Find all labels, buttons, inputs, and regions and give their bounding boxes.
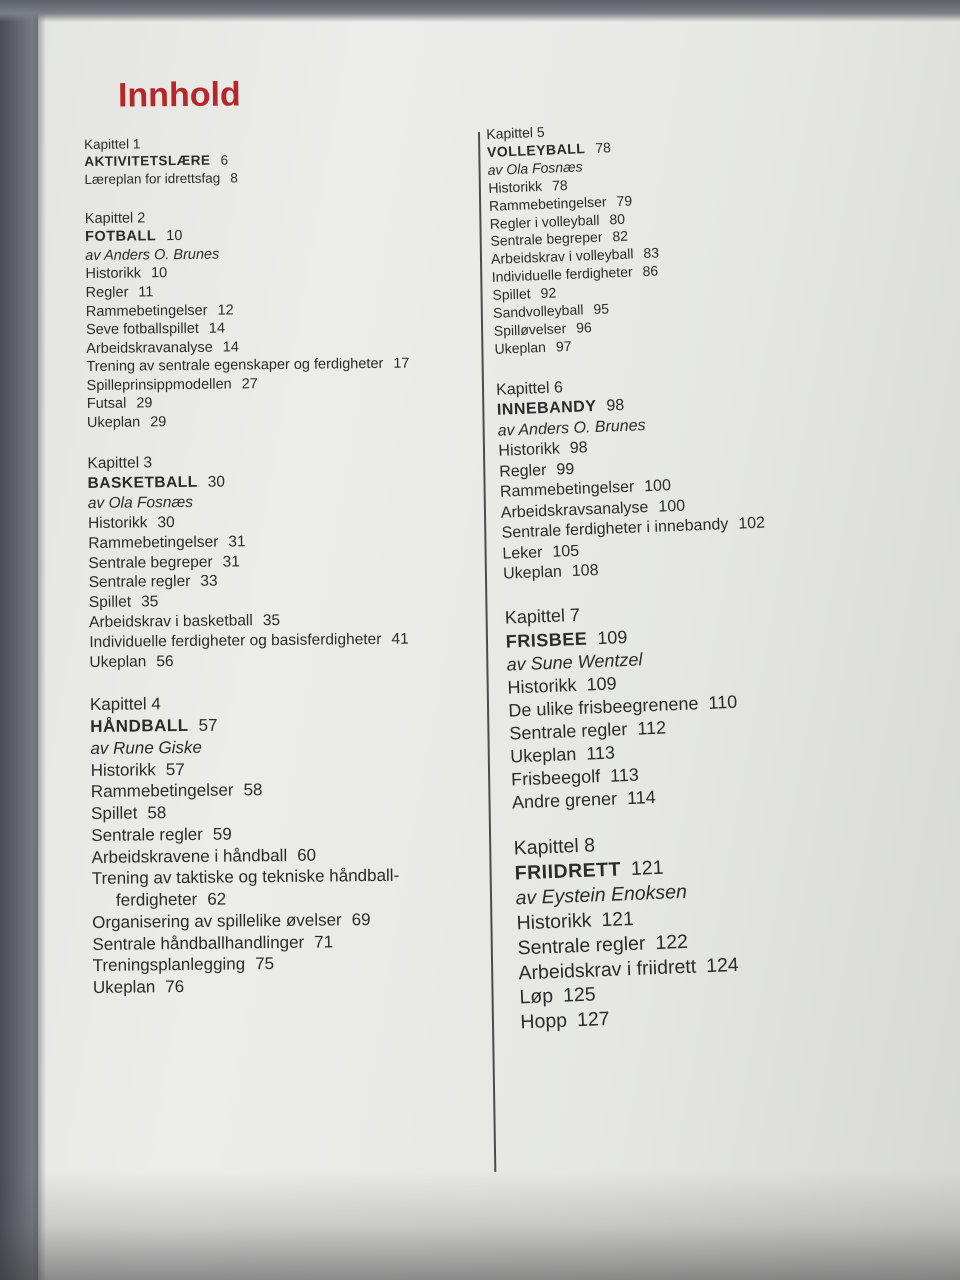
toc-entry-text: Trening av sentrale egenskaper og ferdigheter (86, 356, 384, 376)
chapter-author: av Ola Fosnæs (87, 493, 194, 512)
toc-entry-text: Seve fotballspillet (85, 320, 199, 339)
toc-entry-text: Historikk (87, 514, 148, 532)
chapter-page: 98 (606, 397, 625, 415)
toc-entry-text: Historikk (516, 909, 592, 935)
chapter-title: INNEBANDY (496, 398, 597, 420)
page-title: Innhold (117, 75, 241, 115)
toc-entry (93, 973, 493, 999)
toc-entry-text: Historikk (488, 177, 543, 196)
toc-entry-page: 75 (255, 954, 275, 974)
chapter-number: Kapittel 8 (513, 834, 596, 860)
chapter-block (496, 368, 844, 586)
toc-entry-page: 60 (297, 845, 317, 865)
toc-entry-page: 76 (165, 977, 185, 997)
toc-entry-page: 71 (314, 932, 334, 952)
chapter-title: BASKETBALL (87, 474, 198, 493)
chapter-number: Kapittel 5 (486, 123, 545, 142)
chapter-page: 121 (630, 856, 664, 880)
toc-entry-page: 124 (705, 953, 740, 977)
toc-entry-text: Rammebetingelser (85, 302, 208, 320)
toc-entry-text: Individuelle ferdigheter (491, 263, 633, 286)
toc-entry-page: 125 (562, 983, 597, 1008)
chapter-page: 57 (198, 715, 218, 736)
toc-entry-page: 11 (138, 284, 154, 301)
toc-entry-page: 114 (626, 786, 657, 808)
toc-entry-page: 31 (228, 533, 246, 551)
toc-entry-text: Sandvolleyball (492, 301, 584, 321)
toc-entry-text: Sentrale ferdigheter i innebandy (501, 516, 729, 542)
toc-entry-text: Arbeidskravsanalyse (500, 498, 649, 522)
toc-entry-text: Treningsplanlegging (92, 954, 246, 976)
chapter-author: av Anders O. Brunes (85, 246, 220, 264)
toc-entry-text: Rammebetingelser (488, 193, 607, 214)
chapter-number: Kapittel 1 (84, 136, 141, 152)
toc-entry-page: 58 (147, 803, 167, 823)
toc-entry-page: 8 (230, 169, 238, 186)
chapter-author: av Anders O. Brunes (497, 416, 646, 440)
chapter-title: HÅNDBALL (90, 716, 189, 737)
toc-entry-text: Andre grener (511, 788, 618, 813)
toc-entry-text: Rammebetingelser (90, 780, 234, 802)
toc-entry-text: Arbeidskravanalyse (86, 339, 213, 357)
toc-entry-text: Ukeplan (89, 653, 147, 671)
toc-entry-page: 35 (141, 593, 159, 611)
chapter-author: av Eystein Enoksen (515, 880, 688, 910)
toc-entry-page: 17 (393, 355, 410, 372)
toc-entry-text: Arbeidskravene i håndball (91, 845, 288, 867)
chapter-number: Kapittel 3 (87, 454, 153, 473)
chapter-title: VOLLEYBALL (486, 140, 586, 160)
left-toc-column (84, 132, 493, 1021)
toc-entry-page: 14 (222, 339, 239, 356)
toc-entry-page: 110 (708, 691, 738, 713)
toc-entry-text: Rammebetingelser (499, 478, 635, 501)
toc-entry-page: 97 (555, 337, 572, 355)
toc-entry-page: 56 (156, 652, 174, 670)
toc-entry-page: 35 (262, 611, 281, 630)
toc-entry-page: 108 (571, 562, 599, 581)
toc-entry-text: Sentrale regler (91, 824, 203, 845)
bottom-shadow (0, 1170, 960, 1280)
chapter-block (87, 450, 489, 672)
toc-entry-page: 98 (569, 439, 588, 458)
toc-entry-text: Leker (502, 543, 543, 563)
toc-entry-page: 92 (540, 284, 557, 302)
toc-entry-page: 78 (551, 176, 568, 194)
toc-entry-page: 10 (150, 265, 168, 282)
chapter-block (84, 132, 485, 188)
toc-entry-text: Ukeplan (92, 977, 156, 998)
toc-entry-text: Futsal (86, 395, 127, 413)
chapter-block (486, 113, 835, 359)
toc-entry-page: 27 (241, 375, 258, 393)
toc-entry-text: Sentrale regler (517, 932, 646, 959)
toc-entry-text: Sentrale begreper (88, 553, 213, 572)
toc-entry-text: Løp (519, 985, 554, 1009)
toc-entry-text: Ukeplan (494, 338, 547, 357)
toc-entry-page: 99 (556, 460, 575, 479)
toc-entry-page: 105 (552, 542, 580, 561)
toc-entry-page: 113 (609, 764, 640, 786)
toc-entry-text: Sentrale regler (508, 718, 628, 744)
toc-entry-text: Spillet (90, 803, 138, 824)
chapter-block (504, 594, 852, 814)
toc-entry-page: 29 (150, 413, 167, 431)
toc-entry-text: ferdigheter (115, 890, 198, 910)
toc-entry (89, 648, 489, 672)
toc-entry-text: Rammebetingelser (88, 533, 219, 552)
toc-entry-page: 100 (643, 477, 672, 496)
toc-entry-page: 80 (609, 210, 626, 227)
toc-entry-text: Regler i volleyball (489, 211, 600, 232)
chapter-number: Kapittel 6 (495, 379, 564, 399)
toc-entry-text: Spillet (492, 285, 531, 304)
toc-entry-page: 83 (643, 244, 660, 262)
toc-entry-text: Historikk (90, 760, 156, 780)
chapter-block (85, 206, 487, 433)
toc-entry-text: Sentrale begreper (490, 229, 603, 250)
toc-entry-text: Læreplan for idrettsfag (84, 170, 221, 187)
chapter-block (513, 823, 860, 1036)
toc-entry-text: Regler (85, 284, 129, 301)
toc-entry-page: 109 (586, 672, 617, 695)
toc-entry-text: Organisering av spillelike øvelser (92, 910, 342, 932)
toc-entry-text: Frisbeegolf (510, 765, 601, 790)
toc-entry-page: 122 (654, 930, 689, 954)
toc-entry-page: 95 (593, 300, 610, 318)
toc-entry (84, 166, 484, 187)
toc-entry-text: De ulike frisbeegrenene (508, 692, 699, 721)
toc-entry-text: Ukeplan (502, 563, 563, 583)
chapter-page: 78 (594, 139, 612, 156)
toc-entry-page: 127 (576, 1008, 610, 1032)
toc-entry-page: 14 (208, 320, 226, 337)
toc-entry-page: 100 (658, 497, 686, 516)
toc-entry-text: Trening av taktiske og tekniske håndball- (91, 866, 400, 889)
toc-entry-page: 102 (737, 514, 766, 533)
chapter-title: FOTBALL (84, 228, 157, 246)
chapter-page: 10 (166, 228, 183, 245)
toc-entry-text: Historikk (85, 265, 142, 283)
chapter-number: Kapittel 7 (504, 605, 581, 629)
toc-entry-text: Sentrale håndballhandlinger (92, 932, 305, 954)
toc-entry-page: 79 (616, 192, 633, 209)
toc-entry-page: 58 (243, 780, 263, 800)
toc-entry-page: 113 (585, 742, 616, 764)
toc-entry-page: 12 (217, 301, 234, 319)
toc-entry-page: 69 (351, 910, 371, 930)
toc-entry-page: 29 (136, 395, 153, 412)
chapter-author: av Sune Wentzel (506, 648, 643, 675)
chapter-author: av Ola Fosnæs (487, 158, 583, 178)
toc-entry-text: Ukeplan (509, 743, 577, 767)
toc-entry-text: Historikk (498, 440, 561, 460)
toc-entry-text: Spilleprinsippmodellen (86, 376, 232, 394)
toc-entry-text: Arbeidskrav i volleyball (490, 245, 634, 268)
chapter-title: AKTIVITETSLÆRE (84, 152, 211, 170)
chapter-block (90, 690, 493, 999)
chapter-title: FRIIDRETT (514, 858, 622, 885)
toc-entry-text: Arbeidskrav i friidrett (518, 955, 697, 984)
toc-entry-page: 31 (222, 552, 240, 571)
chapter-number: Kapittel 4 (89, 694, 161, 715)
toc-entry-page: 82 (612, 228, 629, 245)
toc-entry-page: 33 (200, 572, 218, 591)
toc-entry-page: 62 (207, 889, 227, 909)
toc-entry-text: Spillet (88, 593, 132, 612)
chapter-title: FRISBEE (505, 627, 588, 652)
toc-entry (87, 410, 487, 433)
toc-entry-text: Arbeidskrav i basketball (89, 612, 253, 631)
toc-entry-page: 112 (636, 717, 667, 739)
chapter-page: 6 (220, 152, 229, 168)
toc-entry-page: 57 (165, 759, 185, 779)
toc-entry-page: 86 (642, 262, 659, 280)
toc-entry-page: 30 (157, 513, 175, 532)
toc-entry-text: Hopp (520, 1009, 568, 1034)
toc-entry-text: Regler (498, 461, 547, 481)
toc-entry-page: 121 (600, 907, 635, 931)
toc-entry-text: Individuelle ferdigheter og basisferdigheter (89, 630, 382, 651)
toc-entry-text: Ukeplan (86, 414, 141, 431)
toc-entry-text: Spilløvelser (493, 320, 567, 339)
toc-entry-text: Sentrale regler (88, 573, 191, 592)
toc-entry-page: 59 (212, 824, 232, 844)
right-toc-column (486, 113, 862, 1058)
chapter-page: 30 (207, 473, 226, 491)
chapter-page: 109 (596, 626, 628, 648)
toc-entry-text: Historikk (507, 674, 577, 698)
toc-entry-page: 96 (575, 319, 593, 336)
toc-entry-page: 41 (391, 630, 409, 648)
chapter-number: Kapittel 2 (84, 210, 146, 227)
top-edge-shadow (0, 0, 960, 22)
chapter-author: av Rune Giske (90, 737, 203, 758)
page-gutter-shadow (0, 0, 46, 1280)
